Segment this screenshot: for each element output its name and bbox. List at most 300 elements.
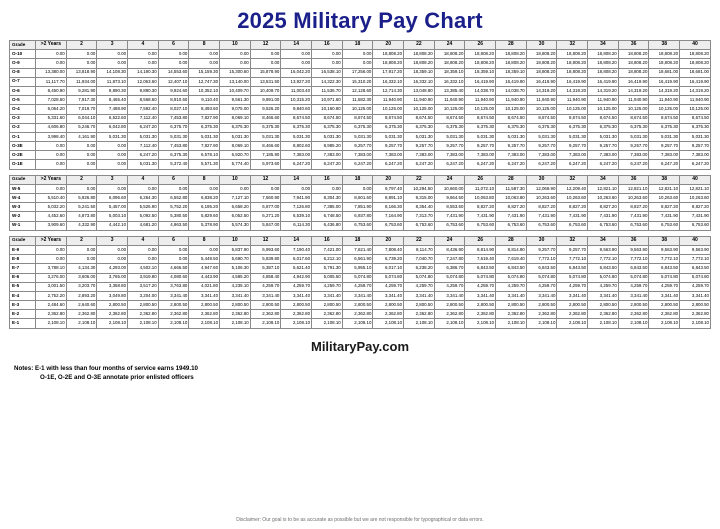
pay-cell: 6,753.60 — [680, 221, 711, 230]
pay-cell: 0.00 — [36, 245, 67, 254]
pay-cell: 6,375.30 — [373, 123, 404, 132]
pay-cell: 9,257.70 — [680, 142, 711, 151]
pay-cell: 8,674.50 — [680, 114, 711, 123]
pay-cell: 9,890.30 — [128, 86, 159, 95]
pay-cell: 3,341.40 — [618, 291, 649, 300]
pay-cell: 2,108.10 — [128, 319, 159, 328]
pay-cell: 9,891.00 — [250, 96, 281, 105]
pay-cell: 6,753.60 — [588, 221, 619, 230]
pay-cell: 9,890.30 — [97, 86, 128, 95]
pay-cell: 14,319.20 — [557, 86, 588, 95]
pay-cell: 8,069.10 — [220, 114, 251, 123]
pay-cell: 6,114.30 — [281, 221, 312, 230]
column-header-years: 26 — [465, 41, 496, 50]
pay-cell: 5,510.40 — [36, 194, 67, 203]
table-row — [10, 68, 711, 77]
pay-cell: 0.00 — [158, 245, 189, 254]
pay-cell: 6,042.80 — [97, 123, 128, 132]
pay-cell: 18,808.20 — [526, 68, 557, 77]
pay-cell: 4,443.90 — [189, 273, 220, 282]
pay-cell: 14,038.70 — [496, 86, 527, 95]
pay-cell: 2,108.10 — [312, 319, 343, 328]
pay-cell: 7,028.60 — [36, 96, 67, 105]
pay-cell: 8,166.30 — [373, 203, 404, 212]
pay-cell: 4,332.90 — [66, 221, 97, 230]
pay-cell: 15,878.90 — [250, 68, 281, 77]
column-header-years: 20 — [373, 41, 404, 50]
pay-cell: 12,821.10 — [649, 184, 680, 193]
pay-cell: 11,536.70 — [312, 86, 343, 95]
grade-cell: O-3E — [10, 142, 36, 151]
pay-cell: 10,125.00 — [649, 105, 680, 114]
pay-cell: 5,571.30 — [189, 160, 220, 169]
pay-cell: 3,998.40 — [36, 132, 67, 141]
pay-cell: 5,074.80 — [649, 273, 680, 282]
pay-cell: 6,247.20 — [680, 160, 711, 169]
pay-cell: 0.00 — [158, 59, 189, 68]
pay-cell: 2,362.80 — [618, 310, 649, 319]
table-row — [10, 142, 711, 151]
pay-cell: 9,563.90 — [649, 245, 680, 254]
pay-cell: 2,108.10 — [97, 319, 128, 328]
pay-cell: 6,247.20 — [526, 160, 557, 169]
pay-cell: 0.00 — [36, 255, 67, 264]
pay-cell: 8,304.30 — [312, 194, 343, 203]
pay-cell: 7,019.70 — [66, 105, 97, 114]
pay-cell: 8,910.60 — [158, 96, 189, 105]
pay-cell: 2,108.10 — [36, 319, 67, 328]
pay-cell: 9,664.50 — [434, 194, 465, 203]
pay-cell: 11,940.90 — [404, 96, 435, 105]
pay-cell: 7,383.00 — [404, 151, 435, 160]
pay-cell: 5,031.30 — [312, 132, 343, 141]
pay-cell: 5,246.70 — [66, 123, 97, 132]
column-header-years: 40 — [680, 41, 711, 50]
grade-cell: W-2 — [10, 212, 36, 221]
pay-cell: 14,553.60 — [158, 68, 189, 77]
column-header-years: 4 — [128, 41, 159, 50]
pay-cell: 5,031.30 — [588, 132, 619, 141]
column-header-grade: Grade — [10, 41, 36, 50]
pay-cell: 7,383.00 — [342, 151, 373, 160]
pay-cell: 4,259.70 — [373, 282, 404, 291]
pay-cell: 6,247.20 — [649, 160, 680, 169]
column-header-years: 22 — [404, 175, 435, 184]
pay-cell: 8,465.40 — [97, 96, 128, 105]
pay-cell: 4,259.70 — [557, 282, 588, 291]
pay-cell: 10,409.70 — [220, 86, 251, 95]
pay-cell: 2,108.10 — [158, 319, 189, 328]
pay-cell: 6,753.60 — [557, 221, 588, 230]
pay-cell: 2,800.50 — [158, 301, 189, 310]
pay-cell: 16,419.90 — [526, 77, 557, 86]
column-header-years: >2 Years — [36, 175, 67, 184]
pay-cell: 7,431.90 — [526, 212, 557, 221]
pay-cell: 3,276.00 — [36, 273, 67, 282]
pay-cell: 5,031.30 — [128, 132, 159, 141]
pay-cell: 7,421.00 — [312, 245, 343, 254]
grade-cell: E-1 — [10, 319, 36, 328]
pay-cell: 0.00 — [220, 59, 251, 68]
pay-cell: 6,247.20 — [404, 160, 435, 169]
pay-cell: 6,247.20 — [588, 160, 619, 169]
pay-cell: 18,808.20 — [588, 59, 619, 68]
column-header-years: 10 — [220, 175, 251, 184]
pay-cell: 6,843.50 — [618, 264, 649, 273]
pay-cell: 6,375.30 — [557, 123, 588, 132]
pay-cell: 0.00 — [342, 50, 373, 59]
pay-cell: 0.00 — [36, 142, 67, 151]
pay-cell: 9,257.70 — [618, 142, 649, 151]
pay-cell: 16,419.90 — [465, 77, 496, 86]
pay-cell: 5,031.30 — [97, 132, 128, 141]
pay-cell: 5,074.80 — [342, 273, 373, 282]
pay-cell: 4,293.00 — [97, 264, 128, 273]
pay-cell: 8,674.50 — [281, 114, 312, 123]
pay-cell: 8,802.60 — [281, 142, 312, 151]
pay-cell: 4,259.70 — [281, 282, 312, 291]
pay-cell: 5,031.30 — [618, 132, 649, 141]
column-header-years: 36 — [618, 236, 649, 245]
pay-cell: 6,052.50 — [220, 212, 251, 221]
pay-cell: 3,203.70 — [66, 282, 97, 291]
pay-cell: 0.00 — [220, 50, 251, 59]
pay-cell: 2,800.50 — [250, 301, 281, 310]
pay-cell: 6,375.30 — [404, 123, 435, 132]
pay-cell: 2,800.50 — [526, 301, 557, 310]
pay-cell: 4,259.70 — [649, 282, 680, 291]
pay-cell: 2,108.10 — [250, 319, 281, 328]
pay-cell: 4,259.70 — [434, 282, 465, 291]
grade-cell: E-4 — [10, 291, 36, 300]
pay-cell: 7,383.00 — [312, 151, 343, 160]
pay-cell: 6,843.50 — [496, 264, 527, 273]
column-header-years: 16 — [312, 236, 343, 245]
pay-cell: 8,674.50 — [557, 114, 588, 123]
pay-cell: 18,808.20 — [465, 50, 496, 59]
pay-cell: 2,362.80 — [66, 310, 97, 319]
pay-cell: 10,352.10 — [189, 86, 220, 95]
pay-cell: 5,031.30 — [373, 132, 404, 141]
pay-cell: 18,808.20 — [496, 59, 527, 68]
pay-cell: 7,431.90 — [496, 212, 527, 221]
pay-cell: 2,362.80 — [220, 310, 251, 319]
pay-cell: 2,108.10 — [649, 319, 680, 328]
grade-cell: O-9 — [10, 59, 36, 68]
table-row — [10, 212, 711, 221]
column-header-years: 6 — [158, 236, 189, 245]
pay-cell: 6,375.30 — [649, 123, 680, 132]
pay-cell: 6,658.20 — [220, 203, 251, 212]
pay-cell: 9,257.70 — [588, 142, 619, 151]
pay-cell: 7,164.90 — [373, 212, 404, 221]
pay-cell: 0.00 — [66, 184, 97, 193]
pay-cell: 18,808.20 — [373, 50, 404, 59]
grade-cell: E-5 — [10, 282, 36, 291]
pay-cell: 0.00 — [281, 59, 312, 68]
pay-cell: 3,341.40 — [496, 291, 527, 300]
pay-cell: 3,341.40 — [342, 291, 373, 300]
pay-cell: 2,362.80 — [97, 310, 128, 319]
pay-cell: 5,031.30 — [158, 132, 189, 141]
pay-cell: 9,840.60 — [281, 105, 312, 114]
pay-cell: 16,332.10 — [434, 77, 465, 86]
pay-cell: 8,674.50 — [434, 114, 465, 123]
pay-cell: 6,096.60 — [97, 194, 128, 203]
pay-cell: 3,341.40 — [312, 291, 343, 300]
pay-cell: 2,108.10 — [496, 319, 527, 328]
pay-cell: 3,341.40 — [465, 291, 496, 300]
pay-cell: 9,257.70 — [557, 245, 588, 254]
pay-cell: 18,359.10 — [496, 68, 527, 77]
pay-cell: 6,920.70 — [220, 151, 251, 160]
column-header-years: 36 — [618, 175, 649, 184]
pay-cell: 5,092.50 — [128, 212, 159, 221]
pay-cell: 2,362.80 — [128, 310, 159, 319]
pay-cell: 6,247.20 — [373, 160, 404, 169]
pay-cell: 3,341.40 — [557, 291, 588, 300]
pay-cell: 6,386.70 — [434, 264, 465, 273]
pay-cell: 8,354.40 — [404, 203, 435, 212]
pay-cell: 7,917.30 — [66, 96, 97, 105]
pay-cell: 2,108.10 — [465, 319, 496, 328]
pay-cell: 3,763.80 — [158, 282, 189, 291]
column-header-years: 22 — [404, 236, 435, 245]
pay-cell: 16,419.90 — [618, 77, 649, 86]
pay-cell: 7,488.90 — [97, 105, 128, 114]
pay-cell: 8,827.20 — [680, 203, 711, 212]
pay-cell: 2,362.80 — [680, 310, 711, 319]
pay-cell: 7,040.70 — [404, 255, 435, 264]
pay-cell: 0.00 — [36, 59, 67, 68]
disclaimer-text: Disclaimer: Our goal is to be as accurate as possible but we are not responsible for typographical or data errors. — [236, 517, 484, 523]
pay-cell: 6,753.60 — [434, 221, 465, 230]
pay-cell: 5,074.80 — [618, 273, 649, 282]
pay-cell: 2,800.50 — [557, 301, 588, 310]
column-header-years: 30 — [526, 236, 557, 245]
pay-cell: 10,294.50 — [404, 184, 435, 193]
pay-cell: 7,619.40 — [465, 255, 496, 264]
pay-cell: 4,259.70 — [465, 282, 496, 291]
pay-cell: 10,125.00 — [557, 105, 588, 114]
pay-cell: 14,319.20 — [618, 86, 649, 95]
pay-cell: 2,362.80 — [250, 310, 281, 319]
pay-cell: 11,940.90 — [373, 96, 404, 105]
pay-cell: 5,331.60 — [36, 114, 67, 123]
pay-cell: 10,315.20 — [281, 96, 312, 105]
pay-cell: 6,843.50 — [649, 264, 680, 273]
pay-cell: 0.00 — [189, 245, 220, 254]
pay-cell: 8,466.60 — [250, 142, 281, 151]
pay-cell: 10,160.80 — [312, 105, 343, 114]
pay-cell: 18,808.20 — [404, 50, 435, 59]
column-header-years: 24 — [434, 41, 465, 50]
table-row — [10, 77, 711, 86]
column-header-years: 2 — [66, 236, 97, 245]
pay-cell: 2,800.50 — [128, 301, 159, 310]
pay-cell: 6,375.30 — [281, 123, 312, 132]
pay-cell: 5,074.80 — [373, 273, 404, 282]
column-header-years: 32 — [557, 41, 588, 50]
pay-cell: 0.00 — [281, 50, 312, 59]
pay-cell: 8,827.20 — [557, 203, 588, 212]
grade-cell: O-8 — [10, 68, 36, 77]
pay-cell: 0.00 — [97, 59, 128, 68]
pay-cell: 13,531.50 — [250, 77, 281, 86]
pay-cell: 0.00 — [128, 245, 159, 254]
pay-cell: 4,585.20 — [220, 273, 251, 282]
pay-cell: 6,937.80 — [342, 212, 373, 221]
column-header-years: 14 — [281, 41, 312, 50]
pay-cell: 12,128.60 — [342, 86, 373, 95]
pay-cell: 10,125.00 — [588, 105, 619, 114]
column-header-years: 30 — [526, 41, 557, 50]
column-header-years: 20 — [373, 175, 404, 184]
table-row — [10, 160, 711, 169]
pay-cell: 5,074.80 — [496, 273, 527, 282]
pay-cell: 4,259.70 — [250, 282, 281, 291]
pay-cell: 7,126.80 — [281, 203, 312, 212]
pay-cell: 8,827.20 — [496, 203, 527, 212]
table-row — [10, 319, 711, 328]
pay-cell: 18,808.20 — [434, 59, 465, 68]
pay-cell: 12,069.90 — [526, 184, 557, 193]
pay-cell: 7,827.90 — [189, 114, 220, 123]
pay-cell: 11,934.00 — [66, 77, 97, 86]
pay-cell: 10,263.60 — [526, 194, 557, 203]
table-row — [10, 255, 711, 264]
pay-cell: 11,940.90 — [588, 96, 619, 105]
pay-cell: 7,127.10 — [220, 194, 251, 203]
pay-cell: 18,808.20 — [618, 50, 649, 59]
table-row — [10, 194, 711, 203]
pay-cell: 5,752.20 — [158, 203, 189, 212]
pay-cell: 7,851.90 — [342, 203, 373, 212]
pay-cell: 3,358.80 — [97, 282, 128, 291]
pay-cell: 9,257.70 — [434, 142, 465, 151]
pay-cell: 7,941.90 — [281, 194, 312, 203]
pay-cell: 6,247.20 — [312, 160, 343, 169]
pay-cell: 2,108.10 — [434, 319, 465, 328]
pay-cell: 11,117.70 — [36, 77, 67, 86]
pay-cell: 0.00 — [97, 184, 128, 193]
pay-cell: 18,808.20 — [557, 50, 588, 59]
grade-cell: O-3 — [10, 114, 36, 123]
pay-cell: 3,341.40 — [373, 291, 404, 300]
pay-cell: 6,838.20 — [189, 194, 220, 203]
pay-cell: 0.00 — [128, 50, 159, 59]
pay-cell: 0.00 — [66, 50, 97, 59]
pay-cell: 11,940.90 — [649, 96, 680, 105]
column-header-years: 3 — [97, 41, 128, 50]
pay-cell: 7,772.10 — [526, 255, 557, 264]
notes-block — [14, 364, 720, 383]
column-header-years: 28 — [496, 175, 527, 184]
pay-cell: 10,125.00 — [526, 105, 557, 114]
pay-cell: 7,383.00 — [281, 151, 312, 160]
pay-cell: 10,125.00 — [496, 105, 527, 114]
pay-cell: 0.00 — [128, 184, 159, 193]
table-row — [10, 221, 711, 230]
pay-cell: 18,808.20 — [588, 68, 619, 77]
pay-cell: 2,800.50 — [434, 301, 465, 310]
pay-cell: 2,362.80 — [496, 310, 527, 319]
pay-cell: 2,108.10 — [680, 319, 711, 328]
column-header-years: 34 — [588, 175, 619, 184]
pay-cell: 6,539.10 — [281, 212, 312, 221]
pay-cell: 5,973.60 — [250, 160, 281, 169]
pay-cell: 8,436.90 — [434, 245, 465, 254]
pay-cell: 2,362.80 — [373, 310, 404, 319]
table-row — [10, 245, 711, 254]
column-header-years: 34 — [588, 41, 619, 50]
pay-cell: 5,074.80 — [404, 273, 435, 282]
pay-cell: 12,747.30 — [189, 77, 220, 86]
pay-cell: 6,375.30 — [342, 123, 373, 132]
pay-cell: 11,587.30 — [496, 184, 527, 193]
pay-cell: 12,821.10 — [618, 184, 649, 193]
pay-cell: 0.00 — [97, 245, 128, 254]
pay-cell: 3,341.40 — [250, 291, 281, 300]
pay-cell: 0.00 — [342, 184, 373, 193]
pay-cell: 6,753.60 — [649, 221, 680, 230]
pay-cell: 9,257.70 — [526, 245, 557, 254]
pay-cell: 6,522.60 — [97, 114, 128, 123]
pay-cell: 8,674.50 — [526, 114, 557, 123]
military-pay-table — [9, 40, 711, 329]
column-header-years: 14 — [281, 236, 312, 245]
pay-cell: 0.00 — [66, 255, 97, 264]
pay-cell: 3,788.10 — [36, 264, 67, 273]
pay-cell: 3,049.80 — [97, 291, 128, 300]
pay-cell: 2,640.60 — [66, 301, 97, 310]
column-header-row — [10, 41, 711, 50]
pay-cell: 0.00 — [128, 59, 159, 68]
pay-cell: 5,031.30 — [128, 160, 159, 169]
pay-cell: 3,517.20 — [128, 282, 159, 291]
column-header-years: 18 — [342, 236, 373, 245]
pay-cell: 0.00 — [189, 59, 220, 68]
column-header-years: 24 — [434, 175, 465, 184]
pay-cell: 5,387.10 — [250, 264, 281, 273]
pay-cell: 4,259.70 — [404, 282, 435, 291]
pay-cell: 6,247.20 — [618, 160, 649, 169]
pay-cell: 10,263.60 — [618, 194, 649, 203]
note-line-2: O-1E, O-2E and O-3E annotate prior enlisted officers — [40, 373, 194, 381]
column-header-years: 24 — [434, 236, 465, 245]
pay-cell: 7,112.40 — [128, 142, 159, 151]
pay-cell: 5,241.50 — [66, 203, 97, 212]
pay-cell: 2,800.50 — [189, 301, 220, 310]
pay-cell: 6,017.60 — [281, 255, 312, 264]
column-header-years: 38 — [649, 236, 680, 245]
pay-cell: 0.00 — [312, 184, 343, 193]
pay-cell: 0.00 — [36, 160, 67, 169]
pay-cell: 0.00 — [220, 184, 251, 193]
pay-cell: 12,821.10 — [588, 184, 619, 193]
page-title: 2025 Military Pay Chart — [237, 8, 483, 33]
table-row — [10, 184, 711, 193]
pay-cell: 0.00 — [97, 151, 128, 160]
pay-cell: 16,419.90 — [588, 77, 619, 86]
pay-cell: 0.00 — [250, 50, 281, 59]
pay-cell: 17,256.00 — [342, 68, 373, 77]
pay-cell: 14,319.20 — [680, 86, 711, 95]
column-header-years: 16 — [312, 41, 343, 50]
pay-cell: 0.00 — [36, 50, 67, 59]
pay-cell: 7,383.00 — [465, 151, 496, 160]
pay-cell: 3,341.40 — [220, 291, 251, 300]
